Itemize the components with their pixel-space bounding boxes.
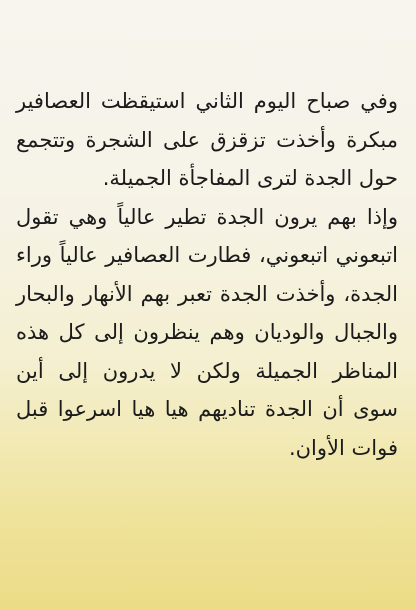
- paragraph-1: وفي صباح اليوم الثاني استيقظت العصافير مبكرة وأخذت تزقزق على الشجرة وتتجمع حول الجدة لترى المفاجأة الجميلة.: [16, 89, 398, 190]
- paragraph-2: وإذا بهم يرون الجدة تطير عالياً وهي تقول اتبعوني اتبعوني، فطارت العصافير عالياً وراء الجدة، وأخذت الجدة تعبر بهم الأنهار والبحار والجبال والوديان وهم ينظرون إلى كل هذه المناظر الجميلة ولكن لا يدرون إلى أين سوى أن الجدة تناديهم هيا هيا اسرعوا قبل فوات الأوان.: [16, 204, 398, 460]
- story-text: [16, 82, 398, 467]
